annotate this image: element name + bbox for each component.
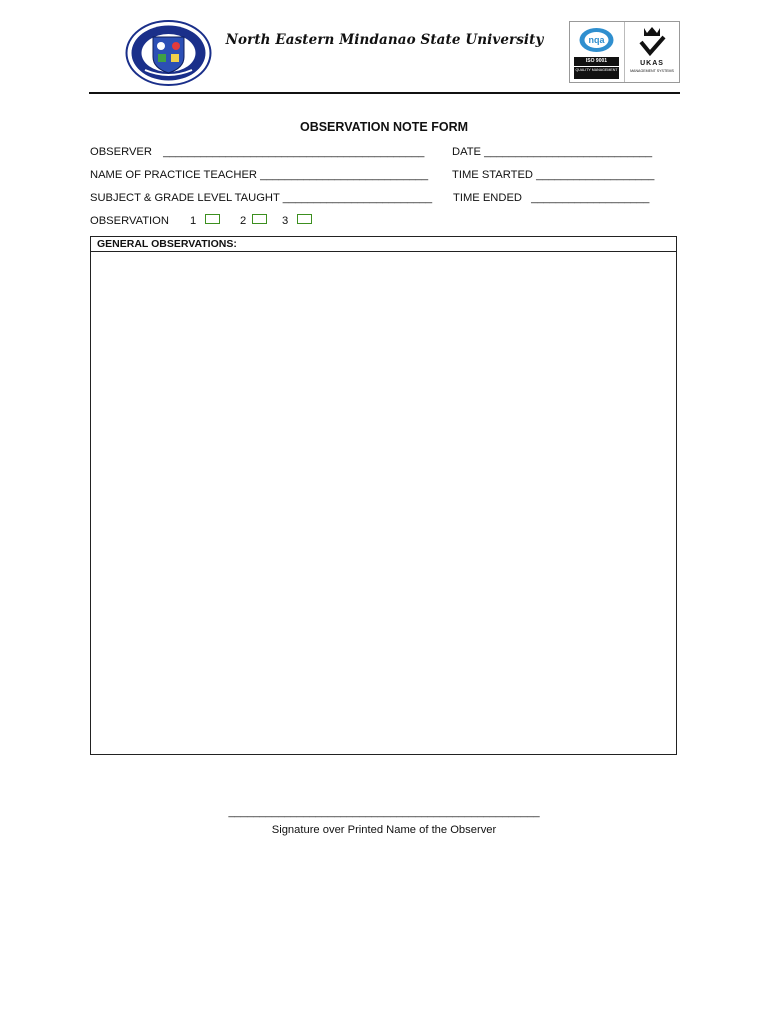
practice-teacher-label: NAME OF PRACTICE TEACHER <box>90 169 258 181</box>
practice-teacher-field[interactable] <box>90 168 428 182</box>
general-observations-label: GENERAL OBSERVATIONS: <box>97 238 237 250</box>
observation-option-3-label: 3 <box>282 215 289 227</box>
observation-1-checkbox[interactable] <box>205 214 220 224</box>
ukas-label: UKAS <box>640 60 664 67</box>
time-ended-blank[interactable]: ___________________ <box>531 192 650 204</box>
form-title: OBSERVATION NOTE FORM <box>299 120 469 134</box>
time-started-label: TIME STARTED <box>452 169 534 181</box>
certification-badges <box>569 21 680 83</box>
management-systems-label: MANAGEMENT SYSTEMS <box>630 69 674 73</box>
university-name: North Eastern Mindanao State University <box>225 32 544 48</box>
observer-label: OBSERVER <box>90 146 152 158</box>
observation-2-checkbox[interactable] <box>252 214 267 224</box>
time-ended-label: TIME ENDED <box>453 192 522 204</box>
nqa-logo-icon <box>574 25 619 56</box>
header-divider <box>89 92 680 94</box>
date-label: DATE <box>452 146 482 158</box>
crown-check-icon <box>638 25 666 58</box>
nqa-iso-badge <box>570 22 625 82</box>
time-started-blank[interactable]: ___________________ <box>536 169 655 181</box>
observation-option-2-label: 2 <box>240 215 247 227</box>
observer-field[interactable] <box>90 145 424 159</box>
time-started-field[interactable] <box>452 168 654 182</box>
subject-grade-field[interactable] <box>90 191 432 205</box>
iso-label: ISO 9001 <box>574 57 619 66</box>
observer-blank[interactable]: __________________________________________ <box>163 146 425 158</box>
signature-label: Signature over Printed Name of the Observer <box>271 824 497 836</box>
general-observations-header <box>91 237 676 252</box>
practice-teacher-blank[interactable]: ___________________________ <box>260 169 429 181</box>
subject-grade-label: SUBJECT & GRADE LEVEL TAUGHT <box>90 192 280 204</box>
observation-label: OBSERVATION <box>90 215 169 227</box>
general-observations-box[interactable] <box>90 236 677 755</box>
subject-grade-blank[interactable]: ________________________ <box>282 192 433 204</box>
quality-management-label: QUALITY MANAGEMENT <box>574 67 619 79</box>
time-ended-field[interactable] <box>453 191 649 205</box>
university-seal-logo <box>125 20 212 86</box>
date-field[interactable] <box>452 145 652 159</box>
observation-3-checkbox[interactable] <box>297 214 312 224</box>
date-blank[interactable]: ___________________________ <box>484 146 653 158</box>
signature-line[interactable]: __________________________________________________ <box>228 806 540 818</box>
nqa-mark-text: nqa <box>588 35 605 45</box>
ukas-badge <box>625 22 679 82</box>
observation-option-1-label: 1 <box>190 215 197 227</box>
